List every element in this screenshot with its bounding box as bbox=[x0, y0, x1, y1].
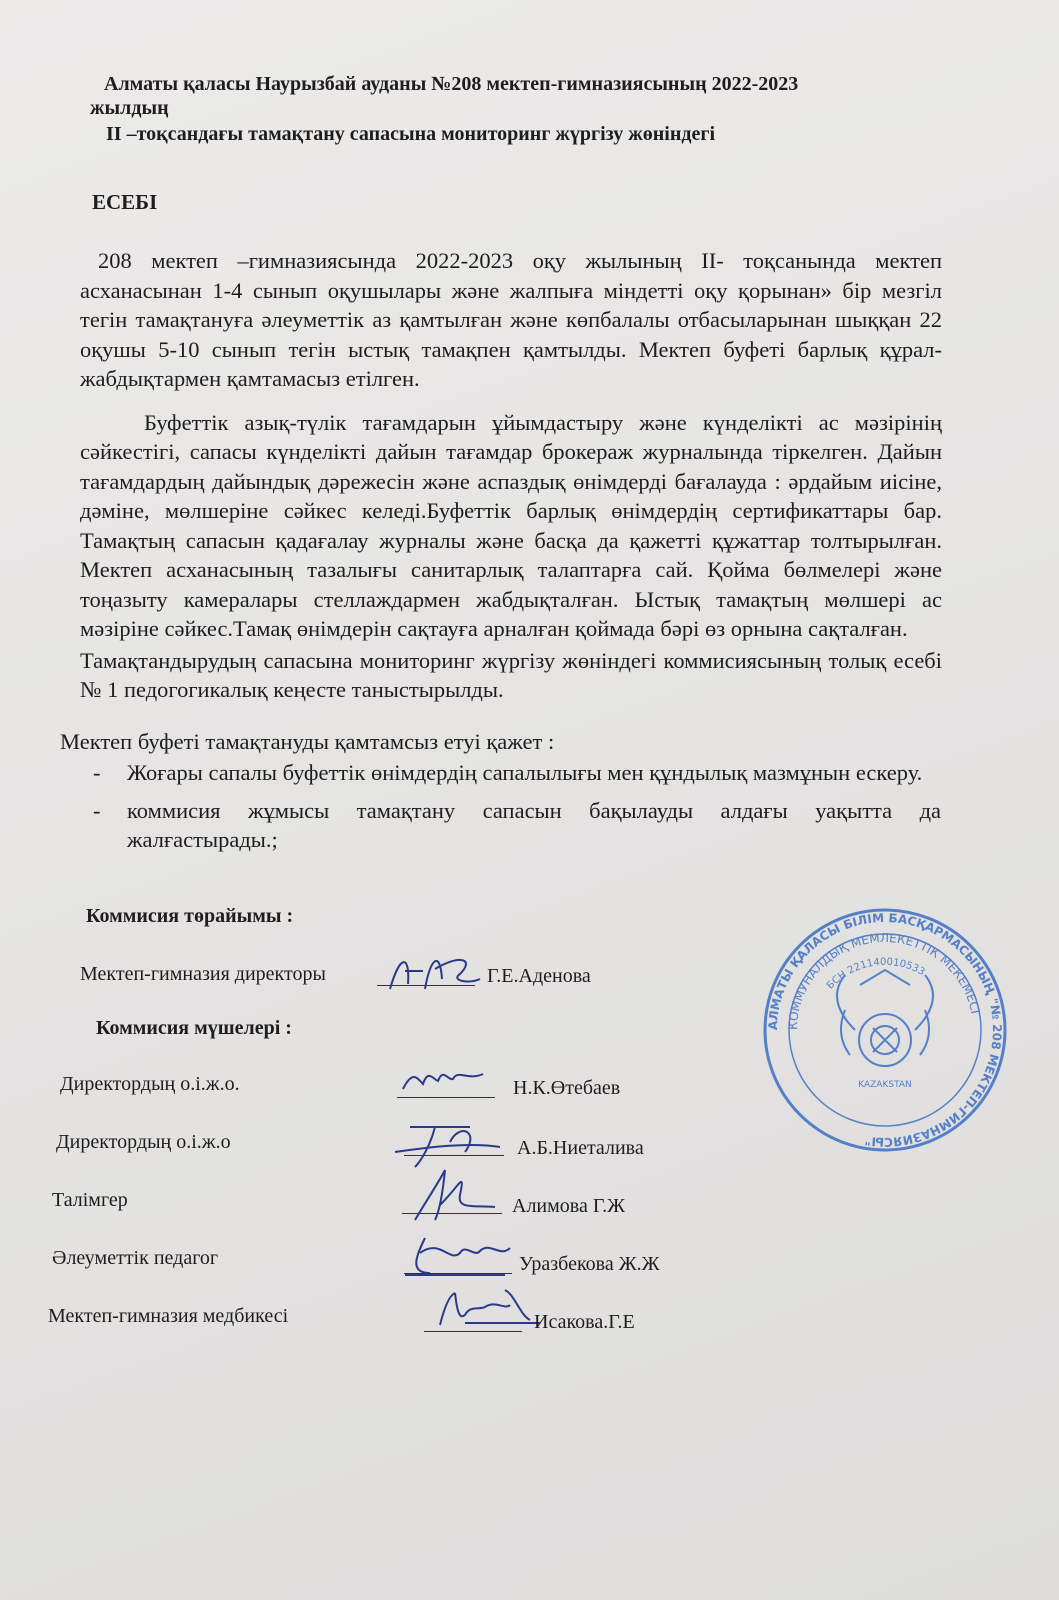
paragraph-1: 208 мектеп –гимназиясында 2022-2023 оқу жылының II- тоқсанында мектеп асханасынан 1-4 сынып оқушылары және жалпыға міндетті оқу қорынан» бір мезгіл тегін тамақтануға әлеуметтік аз қамтылған және көпбалалы отбасыларынан шыққан 22 оқушы 5-10 сынып тегін ыстық тамақпен қамтылды. Мектеп буфеті барлық құрал-жабдықтармен қамтамасыз етілген. bbox=[80, 248, 942, 391]
member-row bbox=[0, 1291, 1059, 1349]
report-title: ЕСЕБІ bbox=[92, 190, 158, 214]
paragraph-4: Мектеп буфеті тамақтануды қамтамсыз етуі қажет : bbox=[60, 728, 555, 754]
list-item bbox=[93, 796, 941, 855]
header-line-1: Алматы қаласы Наурызбай ауданы №208 мектеп-гимназиясының 2022-2023 bbox=[104, 73, 799, 95]
member-role: Директордың о.і.ж.о bbox=[56, 1130, 231, 1153]
member-role: Талімгер bbox=[52, 1188, 128, 1211]
chair-heading: Коммисия төрайымы : bbox=[86, 904, 294, 927]
member-role: Мектеп-гимназия медбикесі bbox=[48, 1304, 289, 1327]
signature-section bbox=[0, 895, 1059, 1409]
member-row bbox=[0, 1117, 1059, 1175]
list-bullet: - bbox=[93, 760, 101, 785]
list-item-text: коммисия жұмысы тамақтану сапасын бақылауды алдағы уақытта да жалғастырады.; bbox=[127, 797, 941, 852]
member-row bbox=[0, 1233, 1059, 1291]
signature-member-3 bbox=[405, 1165, 505, 1225]
member-row bbox=[0, 1175, 1059, 1233]
signature-member-1 bbox=[398, 1059, 498, 1099]
stamp-bin-text: БСН 221140010533 bbox=[824, 956, 927, 992]
member-role: Әлеуметтік педагог bbox=[52, 1246, 219, 1269]
stamp-country-text: KAZAKSTAN bbox=[858, 1079, 912, 1090]
stamp-inner-text: КОММУНАЛДЫҚ МЕМЛЕКЕТТІК МЕКЕМЕСІ bbox=[785, 930, 983, 1030]
stamp-outer-text: АЛМАТЫ ҚАЛАСЫ БІЛІМ БАСҚАРМАСЫНЫҢ "№ 208 МЕКТЕП-ГИМНАЗИЯСЫ" bbox=[765, 910, 1005, 1149]
member-role: Директордың о.і.ж.о. bbox=[60, 1072, 240, 1095]
report-body bbox=[0, 246, 1059, 1409]
signature-member-2 bbox=[390, 1117, 510, 1172]
chair-heading-row bbox=[0, 895, 1059, 949]
header-line-3: II –тоқсандағы тамақтану сапасына мониторинг жүргізу жөніндегі bbox=[106, 123, 716, 145]
chair-role: Мектеп-гимназия директоры bbox=[80, 962, 326, 985]
member-name: Исакова.Г.Е bbox=[534, 1310, 635, 1333]
chair-row bbox=[0, 949, 1059, 1007]
signature-member-5 bbox=[425, 1285, 545, 1335]
member-row bbox=[0, 1059, 1059, 1117]
paragraph-2: Буфеттік азық-түлік тағамдарын ұйымдастыру және күнделікті ас мәзірінің сәйкестігі, сапасы күнделікті дайын тағамдар брокераж журналында тіркелген. Дайын тағамдардың дайындық дәрежесін және аспаздық өнімдерді бағалауда : әрдайым иісіне, дәміне, мөлшеріне сәйкес келеді.Буфеттік барлық өнімдердің сертификаттары бар. Тамақтың сапасын қадағалау журналы және басқа да қажетті құжаттар толтырылған. Мектеп асханасының тазалығы санитарлық талаптарға сай. Қойма бөлмелері және тоңазыту камералары стеллаждармен жабдықталған. Ыстық тамақтың мөлшері ас мәзіріне сәйкес.Тамақ өнімдерін сақтауға арналған қоймада бәрі өз орнына сақталған. bbox=[80, 409, 942, 641]
members-heading-row bbox=[0, 1007, 1059, 1059]
signature-chair bbox=[380, 949, 490, 999]
list-bullet: - bbox=[93, 797, 101, 823]
list-item-text: Жоғары сапалы буфеттік өнімдердің сапалылығы мен құндылық мазмұнын ескеру. bbox=[127, 760, 923, 785]
member-name: Алимова Г.Ж bbox=[512, 1194, 626, 1217]
chair-name: Г.Е.Аденова bbox=[487, 964, 591, 987]
member-name: Уразбекова Ж.Ж bbox=[519, 1252, 660, 1275]
paragraph-3: Тамақтандырудың сапасына мониторинг жүргізу жөніндегі коммисиясының толық есебі № 1 педогогикалық кеңесте таныстырылды. bbox=[80, 647, 942, 702]
header-line-2: жылдың bbox=[90, 97, 169, 119]
member-name: Н.К.Өтебаев bbox=[513, 1076, 621, 1099]
members-heading: Коммисия мүшелері : bbox=[96, 1016, 292, 1039]
signature-member-4 bbox=[400, 1233, 520, 1283]
member-name: А.Б.Ниеталива bbox=[517, 1136, 644, 1159]
list-item bbox=[93, 758, 941, 788]
